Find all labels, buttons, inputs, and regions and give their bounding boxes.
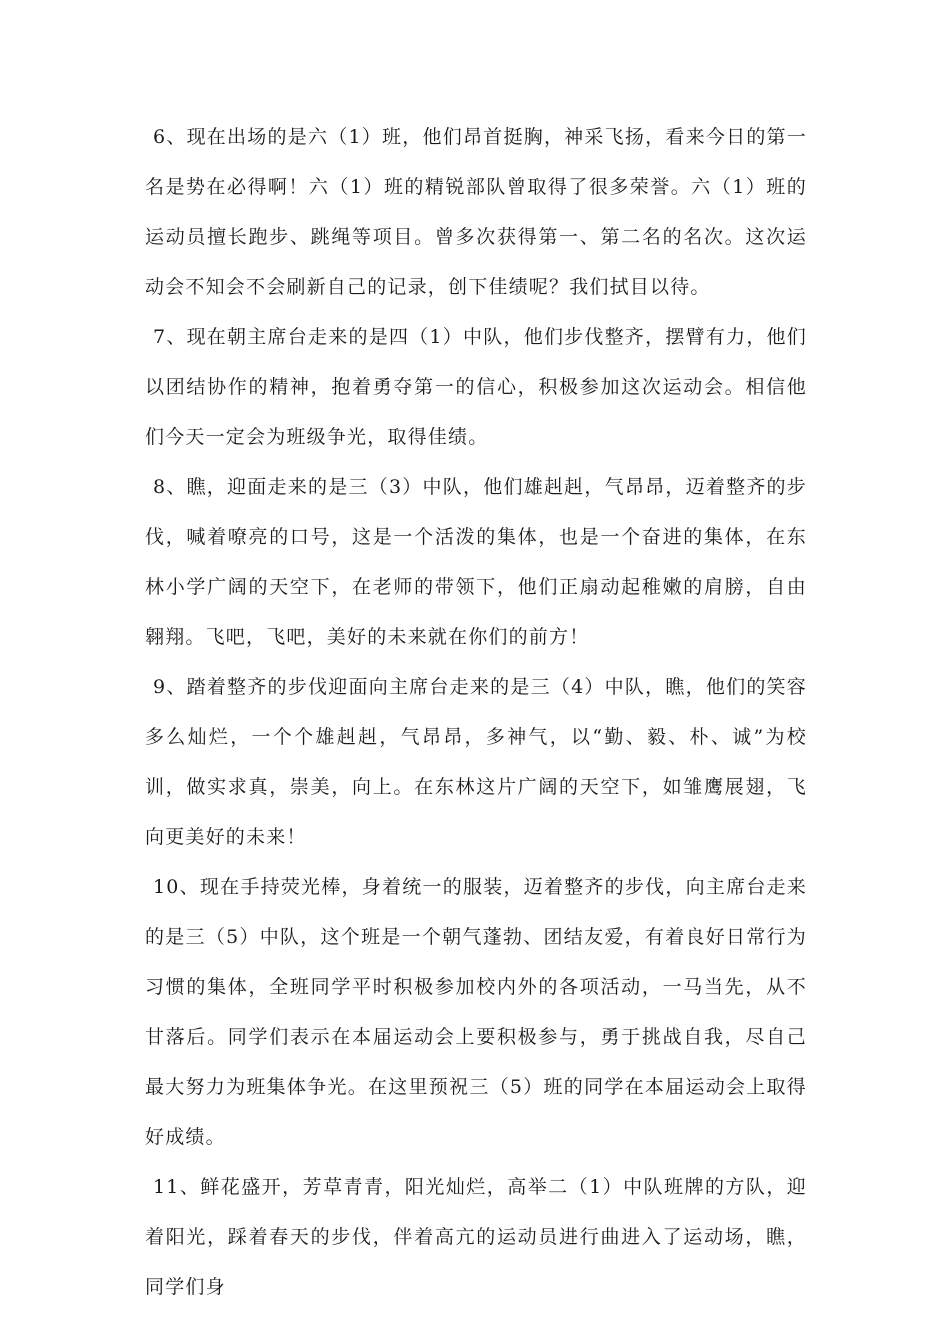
- paragraph-11: 11、鲜花盛开，芳草青青，阳光灿烂，高举二（1）中队班牌的方队，迎着阳光，踩着春天的步伐，伴着高亢的运动员进行曲进入了运动场，瞧，同学们身: [145, 1176, 807, 1298]
- document-body: [145, 112, 807, 1312]
- paragraph-6: 6、现在出场的是六（1）班，他们昂首挺胸，神采飞扬，看来今日的第一名是势在必得啊！六（1）班的精锐部队曾取得了很多荣誉。六（1）班的运动员擅长跑步、跳绳等项目。曾多次获得第一、第二名的名次。这次运动会不知会不会刷新自己的记录，创下佳绩呢？我们拭目以待。: [145, 126, 807, 298]
- paragraph-8: 8、瞧，迎面走来的是三（3）中队，他们雄赳赳，气昂昂，迈着整齐的步伐，喊着嘹亮的口号，这是一个活泼的集体，也是一个奋进的集体，在东林小学广阔的天空下，在老师的带领下，他们正扇动起稚嫩的肩膀，自由翱翔。飞吧，飞吧，美好的未来就在你们的前方！: [145, 476, 807, 648]
- paragraph-10: 10、现在手持荧光棒，身着统一的服装，迈着整齐的步伐，向主席台走来的是三（5）中队，这个班是一个朝气蓬勃、团结友爱，有着良好日常行为习惯的集体，全班同学平时积极参加校内外的各项活动，一马当先，从不甘落后。同学们表示在本届运动会上要积极参与，勇于挑战自我，尽自己最大努力为班集体争光。在这里预祝三（5）班的同学在本届运动会上取得好成绩。: [145, 876, 807, 1148]
- paragraph-9: 9、踏着整齐的步伐迎面向主席台走来的是三（4）中队，瞧，他们的笑容多么灿烂，一个个雄赳赳，气昂昂，多神气，以“勤、毅、朴、诚”为校训，做实求真，崇美，向上。在东林这片广阔的天空下，如雏鹰展翅，飞向更美好的未来！: [145, 676, 807, 848]
- paragraph-7: 7、现在朝主席台走来的是四（1）中队，他们步伐整齐，摆臂有力，他们以团结协作的精神，抱着勇夺第一的信心，积极参加这次运动会。相信他们今天一定会为班级争光，取得佳绩。: [145, 326, 807, 448]
